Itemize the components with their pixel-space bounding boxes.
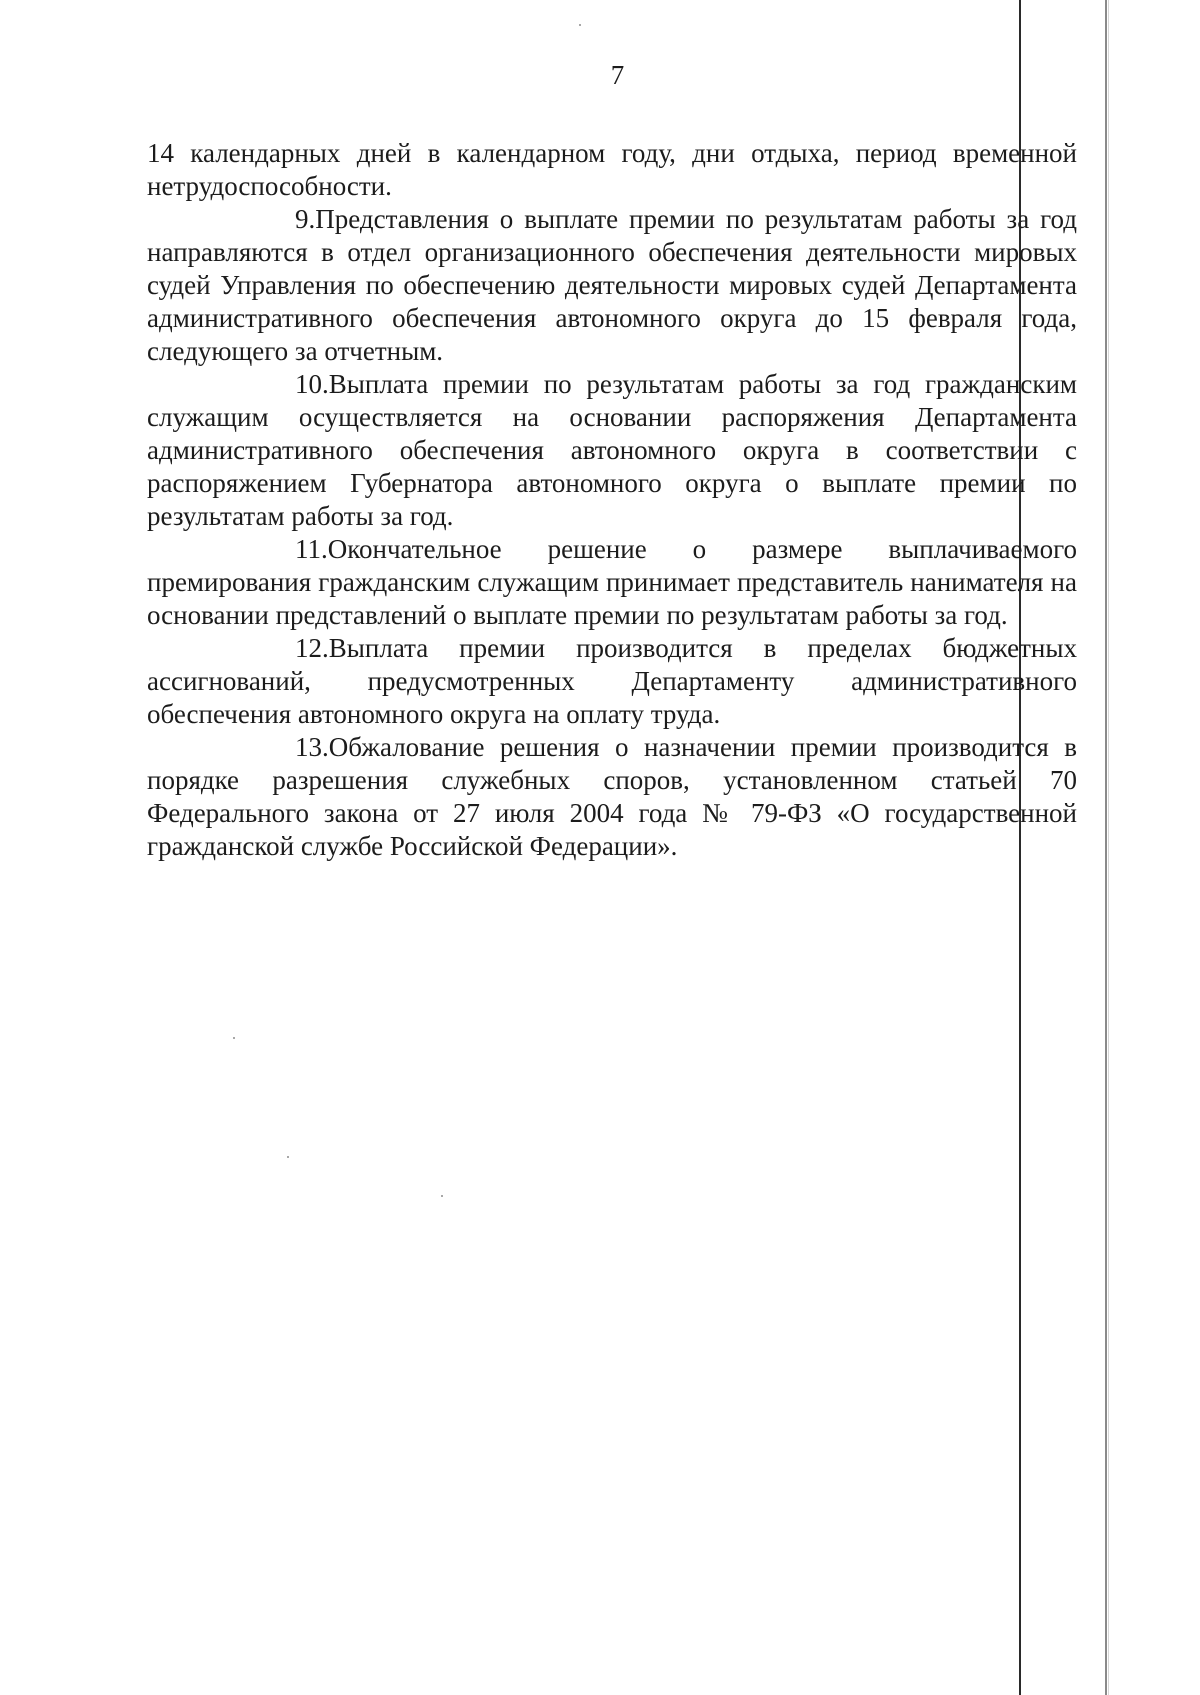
scan-speck [441,1195,443,1197]
paragraph-number: 9. [295,204,316,234]
paragraph-number: 10. [295,369,329,399]
page-edge-shadow [1108,0,1109,1695]
paragraph-9 [147,203,1077,368]
paragraph-12 [147,632,1077,731]
paragraph-number: 11. [295,534,328,564]
paragraph-text: Выплата премии производится в пределах бюджетных ассигнований, предусмотренных Департаменту административного обеспечения автономного округа на оплату труда. [147,633,1077,729]
scan-speck [233,1037,235,1039]
paragraph-continuation [147,137,1077,203]
paragraph-number: 13. [295,732,329,762]
paragraph-text: Выплата премии по результатам работы за год гражданским служащим осуществляется на основании распоряжения Департамента административного обеспечения автономного округа в соответствии с распоряжением Губернатора автономного округа о выплате премии по результатам работы за год. [147,369,1077,531]
paragraph-text: Обжалование решения о назначении премии производится в порядке разрешения служебных споров, установленном статьей 70 Федерального закона от 27 июля 2004 года № 79-ФЗ «О государственной гражданской службе Российской Федерации». [147,732,1077,861]
paragraph-text: 14 календарных дней в календарном году, дни отдыха, период временной нетрудоспособности. [147,138,1077,201]
paragraph-number: 12. [295,633,329,663]
page-edge-line [1105,0,1107,1695]
paragraph-text: Окончательное решение о размере выплачиваемого премирования гражданским служащим принимает представитель нанимателя на основании представлений о выплате премии по результатам работы за год. [147,534,1077,630]
paragraph-13 [147,731,1077,863]
scan-speck [579,24,581,26]
paragraph-text: Представления о выплате премии по результатам работы за год направляются в отдел организационного обеспечения деятельности мировых судей Управления по обеспечению деятельности мировых судей Департамента административного обеспечения автономного округа до 15 февраля года, следующего за отчетным. [147,204,1077,366]
page-number: 7 [610,60,625,90]
document-body [147,137,1077,863]
paragraph-10 [147,368,1077,533]
paragraph-11 [147,533,1077,632]
scan-speck [287,1156,289,1158]
